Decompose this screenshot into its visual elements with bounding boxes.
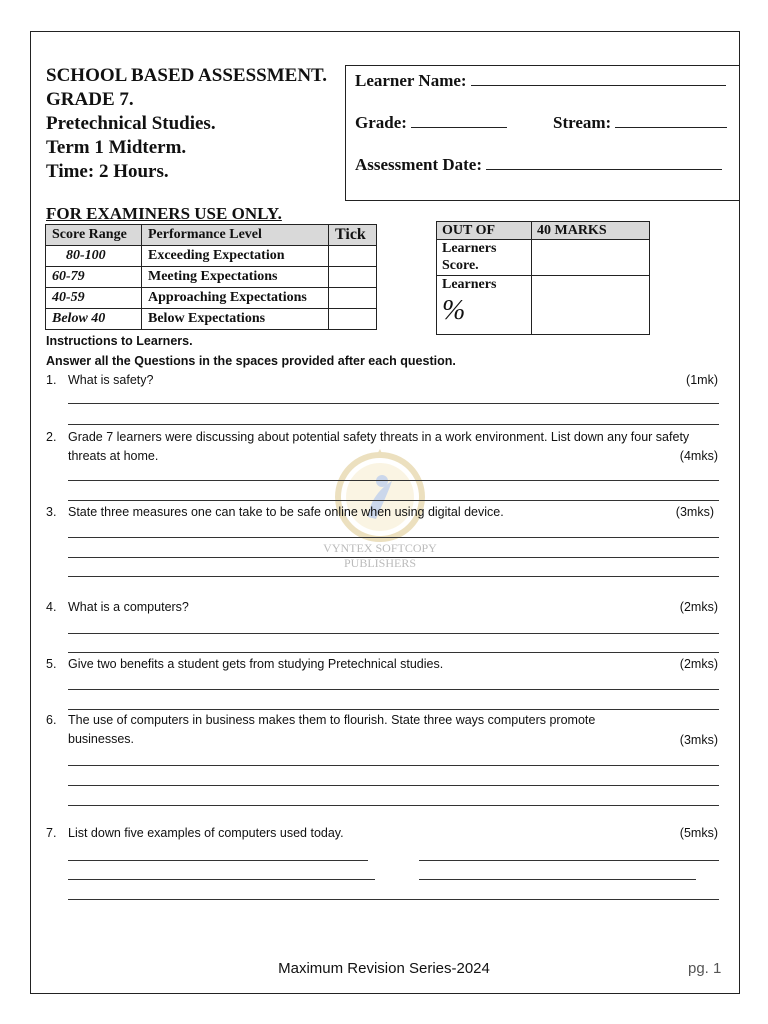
assessment-date-field[interactable] bbox=[486, 155, 722, 170]
score-range: 60-79 bbox=[46, 267, 142, 288]
answer-line[interactable] bbox=[68, 500, 719, 501]
question-text: State three measures one can take to be safe online when using digital device. bbox=[68, 505, 504, 519]
question-marks: (2mks) bbox=[679, 600, 718, 614]
learner-percent-row bbox=[437, 276, 650, 335]
answer-line[interactable] bbox=[68, 805, 719, 806]
answer-line[interactable] bbox=[68, 537, 719, 538]
title-block bbox=[46, 64, 327, 184]
stream-field[interactable] bbox=[615, 113, 727, 128]
question-number: 3. bbox=[46, 505, 57, 519]
answer-line[interactable] bbox=[68, 785, 719, 786]
learner-percent-label: Learners bbox=[442, 277, 497, 292]
question-marks: (4mks) bbox=[679, 449, 718, 463]
title-line: GRADE 7. bbox=[46, 89, 134, 110]
answer-line[interactable] bbox=[68, 709, 719, 710]
question-text: Give two benefits a student gets from studying Pretechnical studies. bbox=[68, 657, 444, 671]
stream-label: Stream: bbox=[553, 113, 612, 132]
grade-label: Grade: bbox=[355, 113, 407, 132]
question-marks: (1mk) bbox=[686, 373, 718, 387]
score-range: 80-100 bbox=[46, 246, 142, 267]
question-text: List down five examples of computers used today. bbox=[68, 826, 344, 840]
stream-row bbox=[553, 113, 727, 133]
table-header-row bbox=[46, 225, 377, 246]
question-2 bbox=[46, 428, 718, 468]
learner-name-row bbox=[355, 71, 726, 91]
learner-name-field[interactable] bbox=[471, 71, 726, 86]
table-row bbox=[46, 246, 377, 267]
tick-cell[interactable] bbox=[329, 309, 377, 330]
question-text: What is a computers? bbox=[68, 600, 189, 614]
question-number: 7. bbox=[46, 826, 57, 840]
marks-table bbox=[436, 221, 650, 335]
learner-percent-cell[interactable] bbox=[532, 276, 650, 335]
out-of-label: OUT OF bbox=[437, 222, 532, 240]
learner-info-box bbox=[345, 65, 740, 201]
learner-score-cell[interactable] bbox=[532, 240, 650, 276]
title-line: Time: 2 Hours. bbox=[46, 161, 169, 182]
question-4 bbox=[46, 598, 718, 618]
performance-table bbox=[45, 224, 377, 330]
question-number: 6. bbox=[46, 713, 57, 727]
question-text: Grade 7 learners were discussing about potential safety threats in a work environment. List down any four safety threats at home. bbox=[68, 430, 690, 463]
column-header: Score Range bbox=[46, 225, 142, 246]
score-range: 40-59 bbox=[46, 288, 142, 309]
question-number: 2. bbox=[46, 430, 57, 444]
instructions-text: Answer all the Questions in the spaces provided after each question. bbox=[46, 354, 456, 368]
performance-level: Meeting Expectations bbox=[142, 267, 329, 288]
answer-line[interactable] bbox=[68, 689, 719, 690]
watermark-line: PUBLISHERS bbox=[343, 556, 417, 570]
tick-cell[interactable] bbox=[329, 288, 377, 309]
instructions-heading: Instructions to Learners. bbox=[46, 334, 193, 348]
grade-field[interactable] bbox=[411, 113, 507, 128]
column-header: Performance Level bbox=[142, 225, 329, 246]
learner-percent-label-cell bbox=[437, 276, 532, 335]
performance-level: Below Expectations bbox=[142, 309, 329, 330]
assessment-date-row bbox=[355, 155, 722, 175]
answer-line[interactable] bbox=[419, 860, 719, 861]
learner-score-label: Learners Score. bbox=[437, 240, 532, 276]
footer-series: Maximum Revision Series-2024 bbox=[278, 960, 490, 977]
answer-line[interactable] bbox=[68, 633, 719, 634]
question-marks: (3mks) bbox=[675, 505, 714, 519]
answer-line[interactable] bbox=[68, 652, 719, 653]
title-line: Pretechnical Studies. bbox=[46, 113, 216, 134]
question-number: 5. bbox=[46, 657, 57, 671]
answer-line[interactable] bbox=[68, 480, 719, 481]
answer-line[interactable] bbox=[68, 879, 375, 880]
total-marks: 40 MARKS bbox=[532, 222, 650, 240]
question-number: 1. bbox=[46, 373, 57, 387]
column-header: Tick bbox=[329, 225, 377, 246]
question-text: The use of computers in business makes them to flourish. State three ways computers promote businesses. bbox=[68, 713, 596, 746]
page-number: pg. 1 bbox=[688, 960, 722, 977]
question-6 bbox=[46, 711, 718, 751]
percent-symbol: % bbox=[442, 295, 466, 326]
performance-level: Approaching Expectations bbox=[142, 288, 329, 309]
title-line: Term 1 Midterm. bbox=[46, 137, 187, 158]
answer-line[interactable] bbox=[68, 765, 719, 766]
question-7 bbox=[46, 824, 718, 844]
answer-line[interactable] bbox=[68, 557, 719, 558]
question-1 bbox=[46, 371, 718, 391]
table-row bbox=[46, 288, 377, 309]
tick-cell[interactable] bbox=[329, 246, 377, 267]
question-number: 4. bbox=[46, 600, 57, 614]
answer-line[interactable] bbox=[68, 403, 719, 404]
marks-header-row bbox=[437, 222, 650, 240]
table-row bbox=[46, 267, 377, 288]
watermark-line: VYNTEX SOFTCOPY bbox=[323, 541, 437, 555]
question-marks: (2mks) bbox=[679, 657, 718, 671]
question-5 bbox=[46, 655, 718, 675]
answer-line[interactable] bbox=[68, 860, 368, 861]
question-text: What is safety? bbox=[68, 373, 154, 387]
examiners-heading: FOR EXAMINERS USE ONLY. bbox=[46, 204, 282, 223]
performance-level: Exceeding Expectation bbox=[142, 246, 329, 267]
answer-line[interactable] bbox=[68, 576, 719, 577]
table-row bbox=[46, 309, 377, 330]
tick-cell[interactable] bbox=[329, 267, 377, 288]
answer-line[interactable] bbox=[68, 899, 719, 900]
question-3 bbox=[46, 503, 718, 523]
grade-row bbox=[355, 113, 507, 133]
assessment-date-label: Assessment Date: bbox=[355, 155, 483, 174]
learner-score-row bbox=[437, 240, 650, 276]
learner-name-label: Learner Name: bbox=[355, 71, 467, 90]
watermark-text bbox=[290, 541, 470, 571]
question-marks: (3mks) bbox=[679, 733, 718, 747]
answer-line[interactable] bbox=[68, 424, 719, 425]
answer-line[interactable] bbox=[419, 879, 696, 880]
title-line: SCHOOL BASED ASSESSMENT. bbox=[46, 65, 328, 86]
score-range: Below 40 bbox=[46, 309, 142, 330]
question-marks: (5mks) bbox=[679, 826, 718, 840]
